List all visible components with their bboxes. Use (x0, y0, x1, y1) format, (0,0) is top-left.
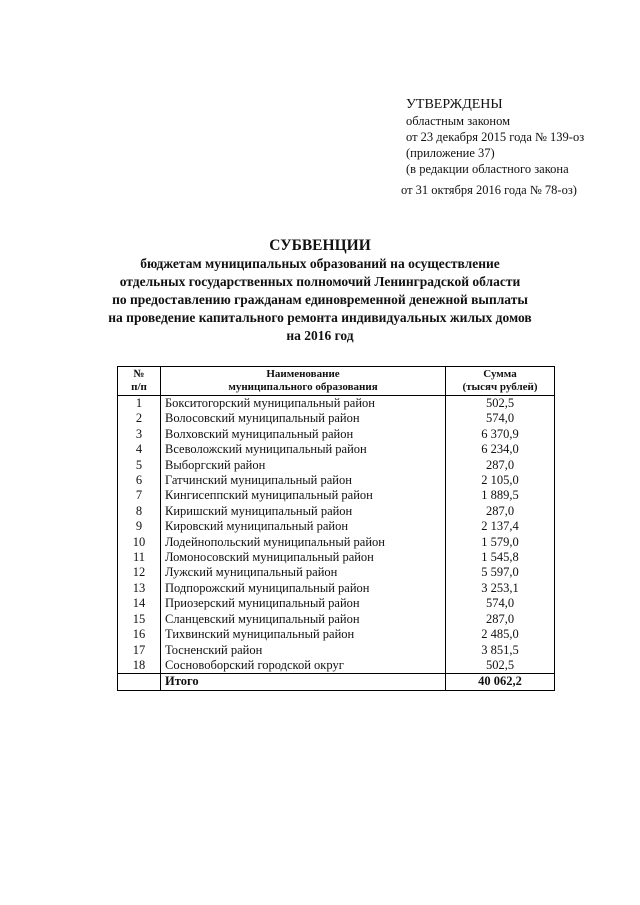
row-name: Волховский муниципальный район (161, 427, 446, 442)
table-row (118, 488, 555, 503)
table-row (118, 658, 555, 674)
row-amount: 5 597,0 (446, 565, 555, 580)
row-number: 16 (118, 627, 161, 642)
row-name: Ломоносовский муниципальный район (161, 550, 446, 565)
row-name: Кировский муниципальный район (161, 519, 446, 534)
row-amount: 3 253,1 (446, 581, 555, 596)
row-name: Приозерский муниципальный район (161, 596, 446, 611)
document-title: СУБВЕНЦИИ (269, 237, 371, 254)
row-number: 18 (118, 658, 161, 674)
row-amount: 502,5 (446, 396, 555, 412)
row-number: 17 (118, 643, 161, 658)
heading-line: бюджетам муниципальных образований на осуществление (140, 256, 500, 271)
table-row (118, 627, 555, 642)
row-amount: 287,0 (446, 504, 555, 519)
row-number: 5 (118, 458, 161, 473)
approval-title: УТВЕРЖДЕНЫ (406, 97, 503, 112)
row-number: 2 (118, 411, 161, 426)
row-amount: 287,0 (446, 612, 555, 627)
total-amount: 40 062,2 (446, 674, 555, 690)
table-row (118, 596, 555, 611)
total-label: Итого (161, 674, 446, 690)
row-number: 9 (118, 519, 161, 534)
row-amount: 574,0 (446, 596, 555, 611)
table-row (118, 396, 555, 412)
row-number: 10 (118, 535, 161, 550)
approval-line: (приложение 37) (406, 146, 495, 160)
row-name: Сланцевский муниципальный район (161, 612, 446, 627)
row-number: 11 (118, 550, 161, 565)
table-body (118, 396, 555, 691)
document-heading (60, 236, 580, 345)
table-row (118, 550, 555, 565)
table-header-row (118, 367, 555, 396)
row-number: 15 (118, 612, 161, 627)
row-number: 13 (118, 581, 161, 596)
row-amount: 2 485,0 (446, 627, 555, 642)
heading-line: по предоставлению гражданам единовременной денежной выплаты (112, 292, 528, 307)
approval-stamp (401, 96, 585, 198)
row-number: 1 (118, 396, 161, 412)
row-name: Лодейнопольский муниципальный район (161, 535, 446, 550)
row-number: 14 (118, 596, 161, 611)
header-text: Сумма (483, 368, 517, 380)
table-row (118, 411, 555, 426)
approval-line: от 23 декабря 2015 года № 139-оз (406, 130, 585, 144)
row-name: Кингисеппский муниципальный район (161, 488, 446, 503)
row-amount: 502,5 (446, 658, 555, 674)
table-row (118, 581, 555, 596)
table-row (118, 519, 555, 534)
table-row (118, 458, 555, 473)
row-name: Тихвинский муниципальный район (161, 627, 446, 642)
header-text: (тысяч рублей) (462, 381, 538, 393)
row-amount: 574,0 (446, 411, 555, 426)
row-name: Киришский муниципальный район (161, 504, 446, 519)
header-amount (446, 367, 555, 396)
subventions-table (117, 366, 555, 691)
table-row (118, 565, 555, 580)
approval-line: от 31 октября 2016 года № 78-оз) (401, 183, 577, 197)
table-row (118, 504, 555, 519)
heading-line: на проведение капитального ремонта индивидуальных жилых домов (108, 310, 532, 325)
header-text: муниципального образования (228, 381, 378, 393)
header-text: Наименование (266, 368, 340, 380)
table-row (118, 612, 555, 627)
row-amount: 2 137,4 (446, 519, 555, 534)
header-number (118, 367, 161, 396)
row-name: Всеволожский муниципальный район (161, 442, 446, 457)
row-number: 7 (118, 488, 161, 503)
table-row (118, 535, 555, 550)
header-text: п/п (131, 381, 147, 393)
row-name: Волосовский муниципальный район (161, 411, 446, 426)
heading-line: на 2016 год (286, 328, 354, 343)
header-text: № (133, 368, 145, 380)
row-number: 8 (118, 504, 161, 519)
row-amount: 1 545,8 (446, 550, 555, 565)
approval-line: областным законом (406, 114, 511, 128)
row-name: Подпорожский муниципальный район (161, 581, 446, 596)
table-row (118, 427, 555, 442)
row-amount: 2 105,0 (446, 473, 555, 488)
table-row (118, 442, 555, 457)
row-amount: 1 889,5 (446, 488, 555, 503)
heading-line: отдельных государственных полномочий Ленинградской области (119, 274, 521, 289)
row-name: Тосненский район (161, 643, 446, 658)
row-name: Выборгский район (161, 458, 446, 473)
row-amount: 3 851,5 (446, 643, 555, 658)
table-row (118, 473, 555, 488)
approval-line: (в редакции областного закона (406, 162, 569, 176)
row-amount: 287,0 (446, 458, 555, 473)
table-row (118, 643, 555, 658)
row-name: Сосновоборский городской округ (161, 658, 446, 674)
row-amount: 1 579,0 (446, 535, 555, 550)
row-number: 3 (118, 427, 161, 442)
row-name: Бокситогорский муниципальный район (161, 396, 446, 412)
row-amount: 6 370,9 (446, 427, 555, 442)
header-name (161, 367, 446, 396)
total-number-cell (118, 674, 161, 690)
row-number: 12 (118, 565, 161, 580)
row-name: Лужский муниципальный район (161, 565, 446, 580)
total-row (118, 674, 555, 690)
row-name: Гатчинский муниципальный район (161, 473, 446, 488)
row-amount: 6 234,0 (446, 442, 555, 457)
row-number: 4 (118, 442, 161, 457)
row-number: 6 (118, 473, 161, 488)
